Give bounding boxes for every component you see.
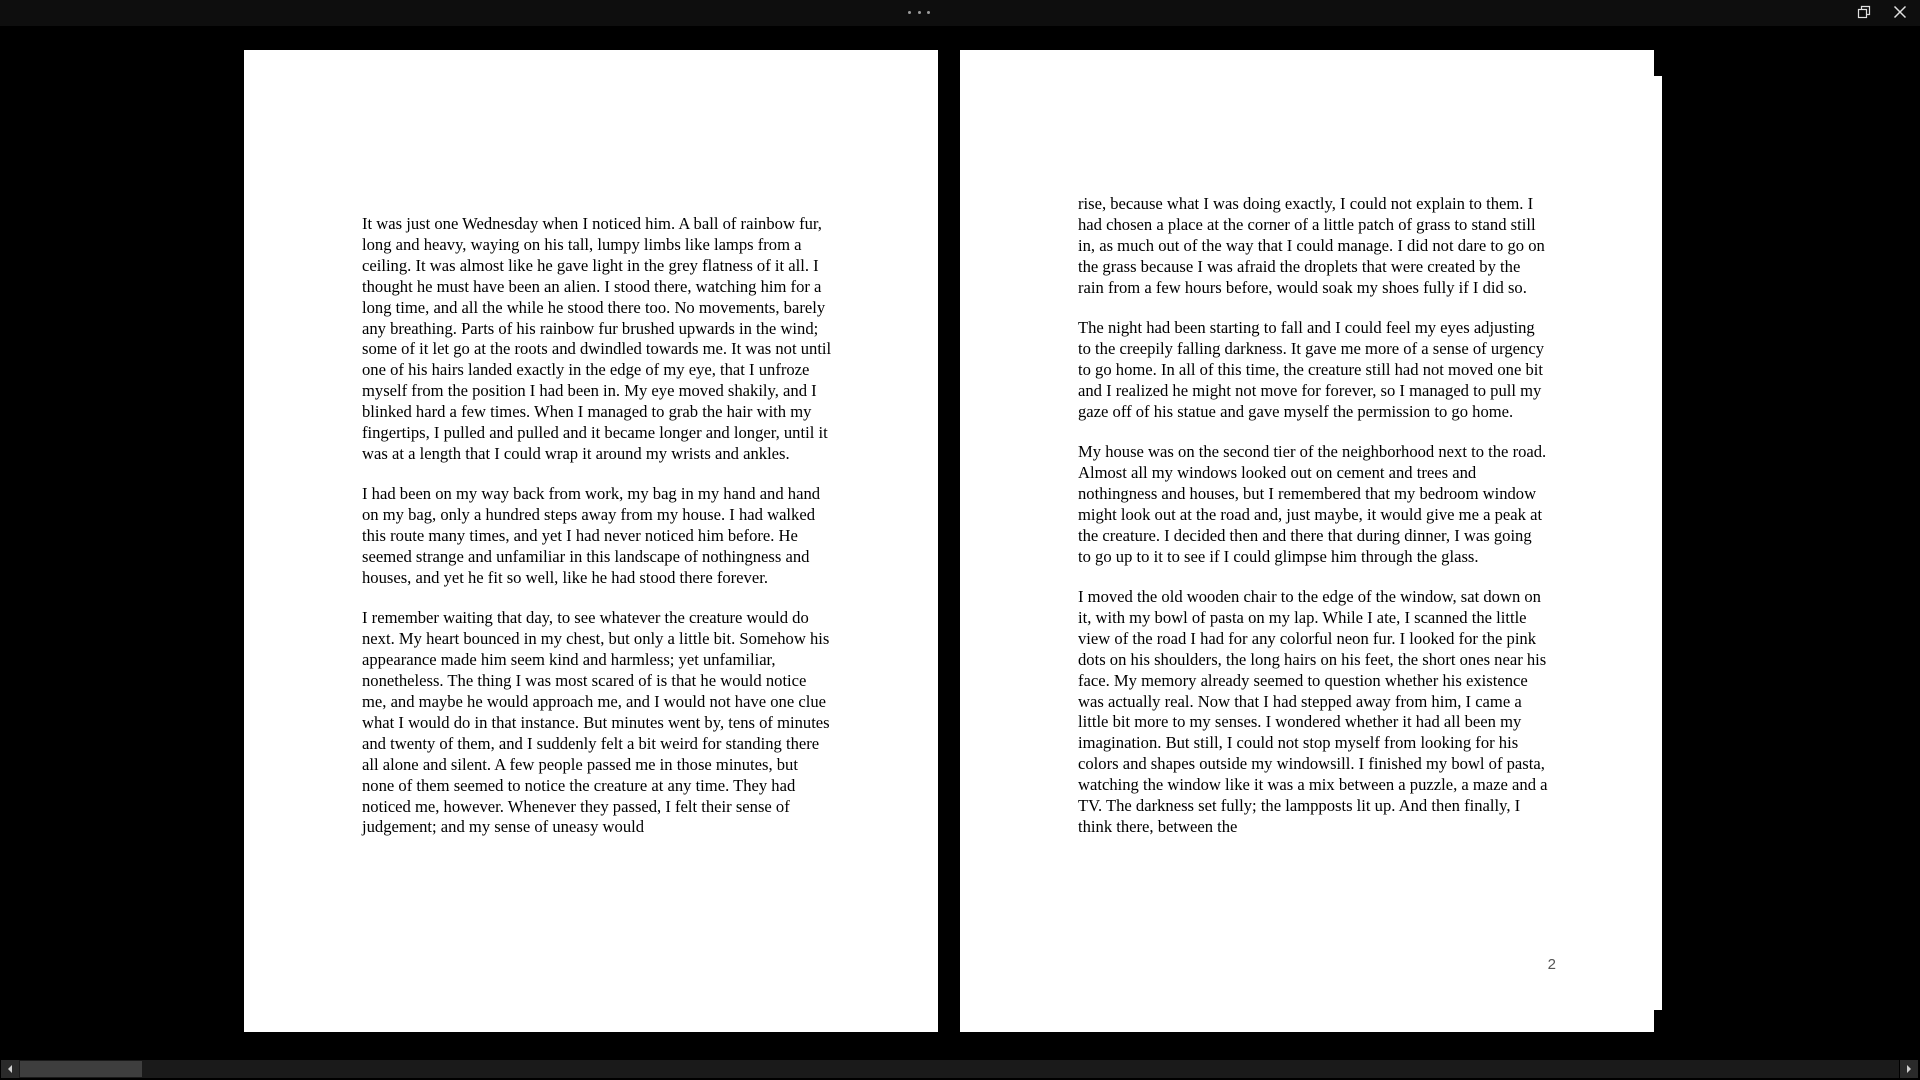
scroll-left-button[interactable] <box>1 1060 19 1078</box>
scrollbar-track[interactable] <box>19 1060 1899 1078</box>
page-text <box>1078 194 1548 857</box>
close-icon <box>1893 5 1907 19</box>
paragraph: I moved the old wooden chair to the edge of the window, sat down on it, with my bowl of pasta on my lap. While I ate, I scanned the little view of the road I had for any colorful neon fur. I looked for the pink dots on his shoulders, the long hairs on his feet, the short ones near his face. My memory already seemed to question whether his existence was actually real. Now that I had stepped away from him, I came a little bit more to my senses. I wondered whether it had all been my imagination. But still, I could not stop myself from looking for his colors and shapes outside my windowsill. I finished my bowl of pasta, watching the window like it was a mix between a puzzle, a maze and a TV. The darkness set fully; the lampposts lit up. And then finally, I think there, between the <box>1078 587 1548 836</box>
page-text <box>362 214 832 858</box>
more-horizontal-icon[interactable] <box>908 4 930 20</box>
restore-window-icon <box>1857 5 1871 19</box>
title-bar <box>0 0 1920 26</box>
document-viewer[interactable] <box>0 26 1920 1058</box>
document-page-right <box>960 50 1654 1032</box>
page-number: 2 <box>1547 956 1556 973</box>
document-page-left <box>244 50 938 1032</box>
paragraph: It was just one Wednesday when I noticed him. A ball of rainbow fur, long and heavy, waying on his tall, lumpy limbs like lamps from a ceiling. It was almost like he gave light in the grey flatness of it all. I thought he must have been an alien. I stood there, watching him for a long time, and all the while he stood there too. No movements, barely any breathing. Parts of his rainbow fur brushed upwards in the wind; some of it let go at the roots and dwindled towards me. It was not until one of his hairs landed exactly in the edge of my eye, that I unfroze myself from the position I had been in. My eye moved shakily, and I blinked hard a few times. When I managed to grab the hair with my fingertips, I pulled and pulled and it became longer and longer, until it was at a length that I could wrap it around my wrists and ankles. <box>362 214 832 463</box>
paragraph: The night had been starting to fall and I could feel my eyes adjusting to the creepily falling darkness. It gave me more of a sense of urgency to go home. In all of this time, the creature still had not moved one bit and I realized he might not move for forever, so I managed to pull my gaze off of his statue and gave myself the permission to go home. <box>1078 318 1544 421</box>
paragraph: rise, because what I was doing exactly, I could not explain to them. I had chosen a place at the corner of a little patch of grass to stand still in, as much out of the way that I could manage. I did not dare to go on the grass because I was afraid the droplets that were created by the rain from a few hours before, would soak my shoes fully if I did so. <box>1078 194 1545 297</box>
next-page-edge <box>1654 76 1662 1010</box>
paragraph: I had been on my way back from work, my bag in my hand and hand on my bag, only a hundred steps away from my house. I had walked this route many times, and yet I had never noticed him before. He seemed strange and unfamiliar in this landscape of nothingness and houses, and yet he fit so well, like he had stood there forever. <box>362 484 821 587</box>
scroll-right-arrow-icon <box>1905 1064 1913 1074</box>
restore-window-button[interactable] <box>1848 0 1880 24</box>
paragraph: My house was on the second tier of the neighborhood next to the road. Almost all my windows looked out on cement and trees and nothingness and houses, but I remembered that my bedroom window might look out at the road and, just maybe, it would give me a peak at the creature. I decided then and there that during dinner, I was going to go up to it to see if I could glimpse him through the glass. <box>1078 442 1547 566</box>
horizontal-scrollbar[interactable] <box>0 1058 1920 1080</box>
paragraph: I remember waiting that day, to see whatever the creature would do next. My heart bounced in my chest, but only a little bit. Somehow his appearance made him seem kind and harmless; yet unfamiliar, nonetheless. The thing I was most scared of is that he would notice me, and maybe he would approach me, and I would not have one clue what I would do in that instance. But minutes went by, tens of minutes and twenty of them, and I suddenly felt a bit weird for standing there all alone and silent. A few people passed me in those minutes, but none of them seemed to notice the creature at any time. They had noticed me, however. Whenever they passed, I felt their sense of judgement; and my sense of uneasy would <box>362 608 830 837</box>
scroll-right-button[interactable] <box>1900 1060 1918 1078</box>
scroll-left-arrow-icon <box>6 1064 14 1074</box>
close-button[interactable] <box>1884 0 1916 24</box>
scrollbar-thumb[interactable] <box>20 1061 142 1077</box>
